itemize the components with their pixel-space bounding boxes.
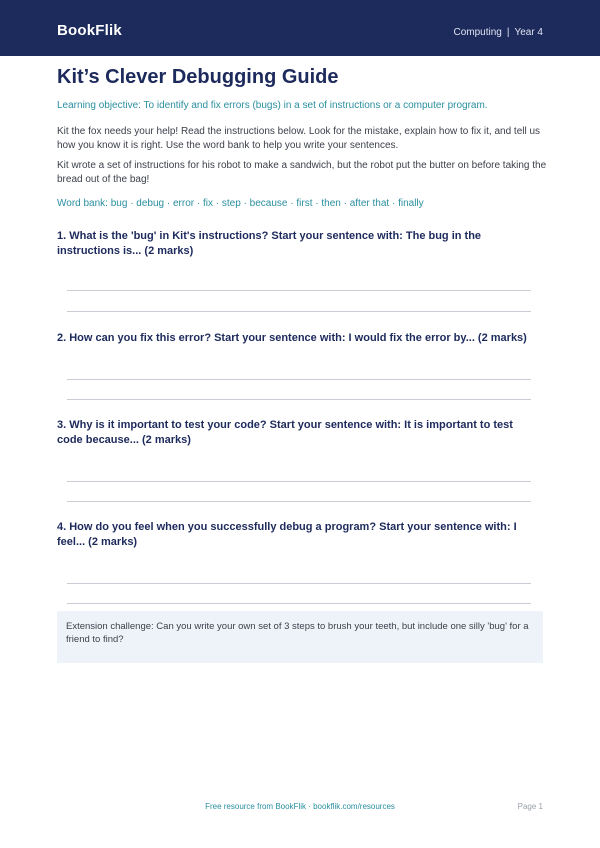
footer-source: Free resource from BookFlik · bookflik.com/resources <box>205 802 395 811</box>
answer-line[interactable] <box>67 399 531 400</box>
meta-separator: | <box>506 27 510 38</box>
extension-text: Extension challenge: Can you write your own set of 3 steps to brush your teeth, but include one silly 'bug' for a friend to find? <box>66 621 529 645</box>
answer-line[interactable] <box>67 290 531 291</box>
page-title: Kit’s Clever Debugging Guide <box>57 66 339 88</box>
answer-line[interactable] <box>67 311 531 312</box>
brand-logo-text: BookFlik <box>57 22 122 39</box>
answer-line[interactable] <box>67 603 531 604</box>
learning-objective: Learning objective: To identify and fix errors (bugs) in a set of instructions or a computer program. <box>57 100 488 111</box>
subject-label: Computing <box>453 27 502 38</box>
answer-line[interactable] <box>67 501 531 502</box>
question-3: 3. Why is it important to test your code? Start your sentence with: It is important to test code because... (2 marks) <box>57 419 513 446</box>
answer-line[interactable] <box>67 481 531 482</box>
word-bank: Word bank: bug · debug · error · fix · step · because · first · then · after that · finally <box>57 198 424 209</box>
answer-line[interactable] <box>67 583 531 584</box>
page-header <box>0 0 600 56</box>
year-label: Year 4 <box>514 27 543 38</box>
page-number: Page 1 <box>517 802 543 811</box>
extension-callout <box>57 611 543 663</box>
header-meta <box>453 27 543 38</box>
question-4: 4. How do you feel when you successfully debug a program? Start your sentence with: I feel... (2 marks) <box>57 521 517 548</box>
question-1: 1. What is the 'bug' in Kit's instructions? Start your sentence with: The bug in the instructions is... (2 marks) <box>57 230 482 257</box>
scenario-paragraph: Kit wrote a set of instructions for his robot to make a sandwich, but the robot put the butter on before taking the bread out of the bag! <box>57 160 547 185</box>
intro-paragraph: Kit the fox needs your help! Read the instructions below. Look for the mistake, explain how to fix it, and tell us how you know it is right. Use the word bank to help you write your sentences. <box>57 126 541 151</box>
question-2: 2. How can you fix this error? Start your sentence with: I would fix the error by... (2 marks) <box>57 332 527 344</box>
answer-line[interactable] <box>67 379 531 380</box>
